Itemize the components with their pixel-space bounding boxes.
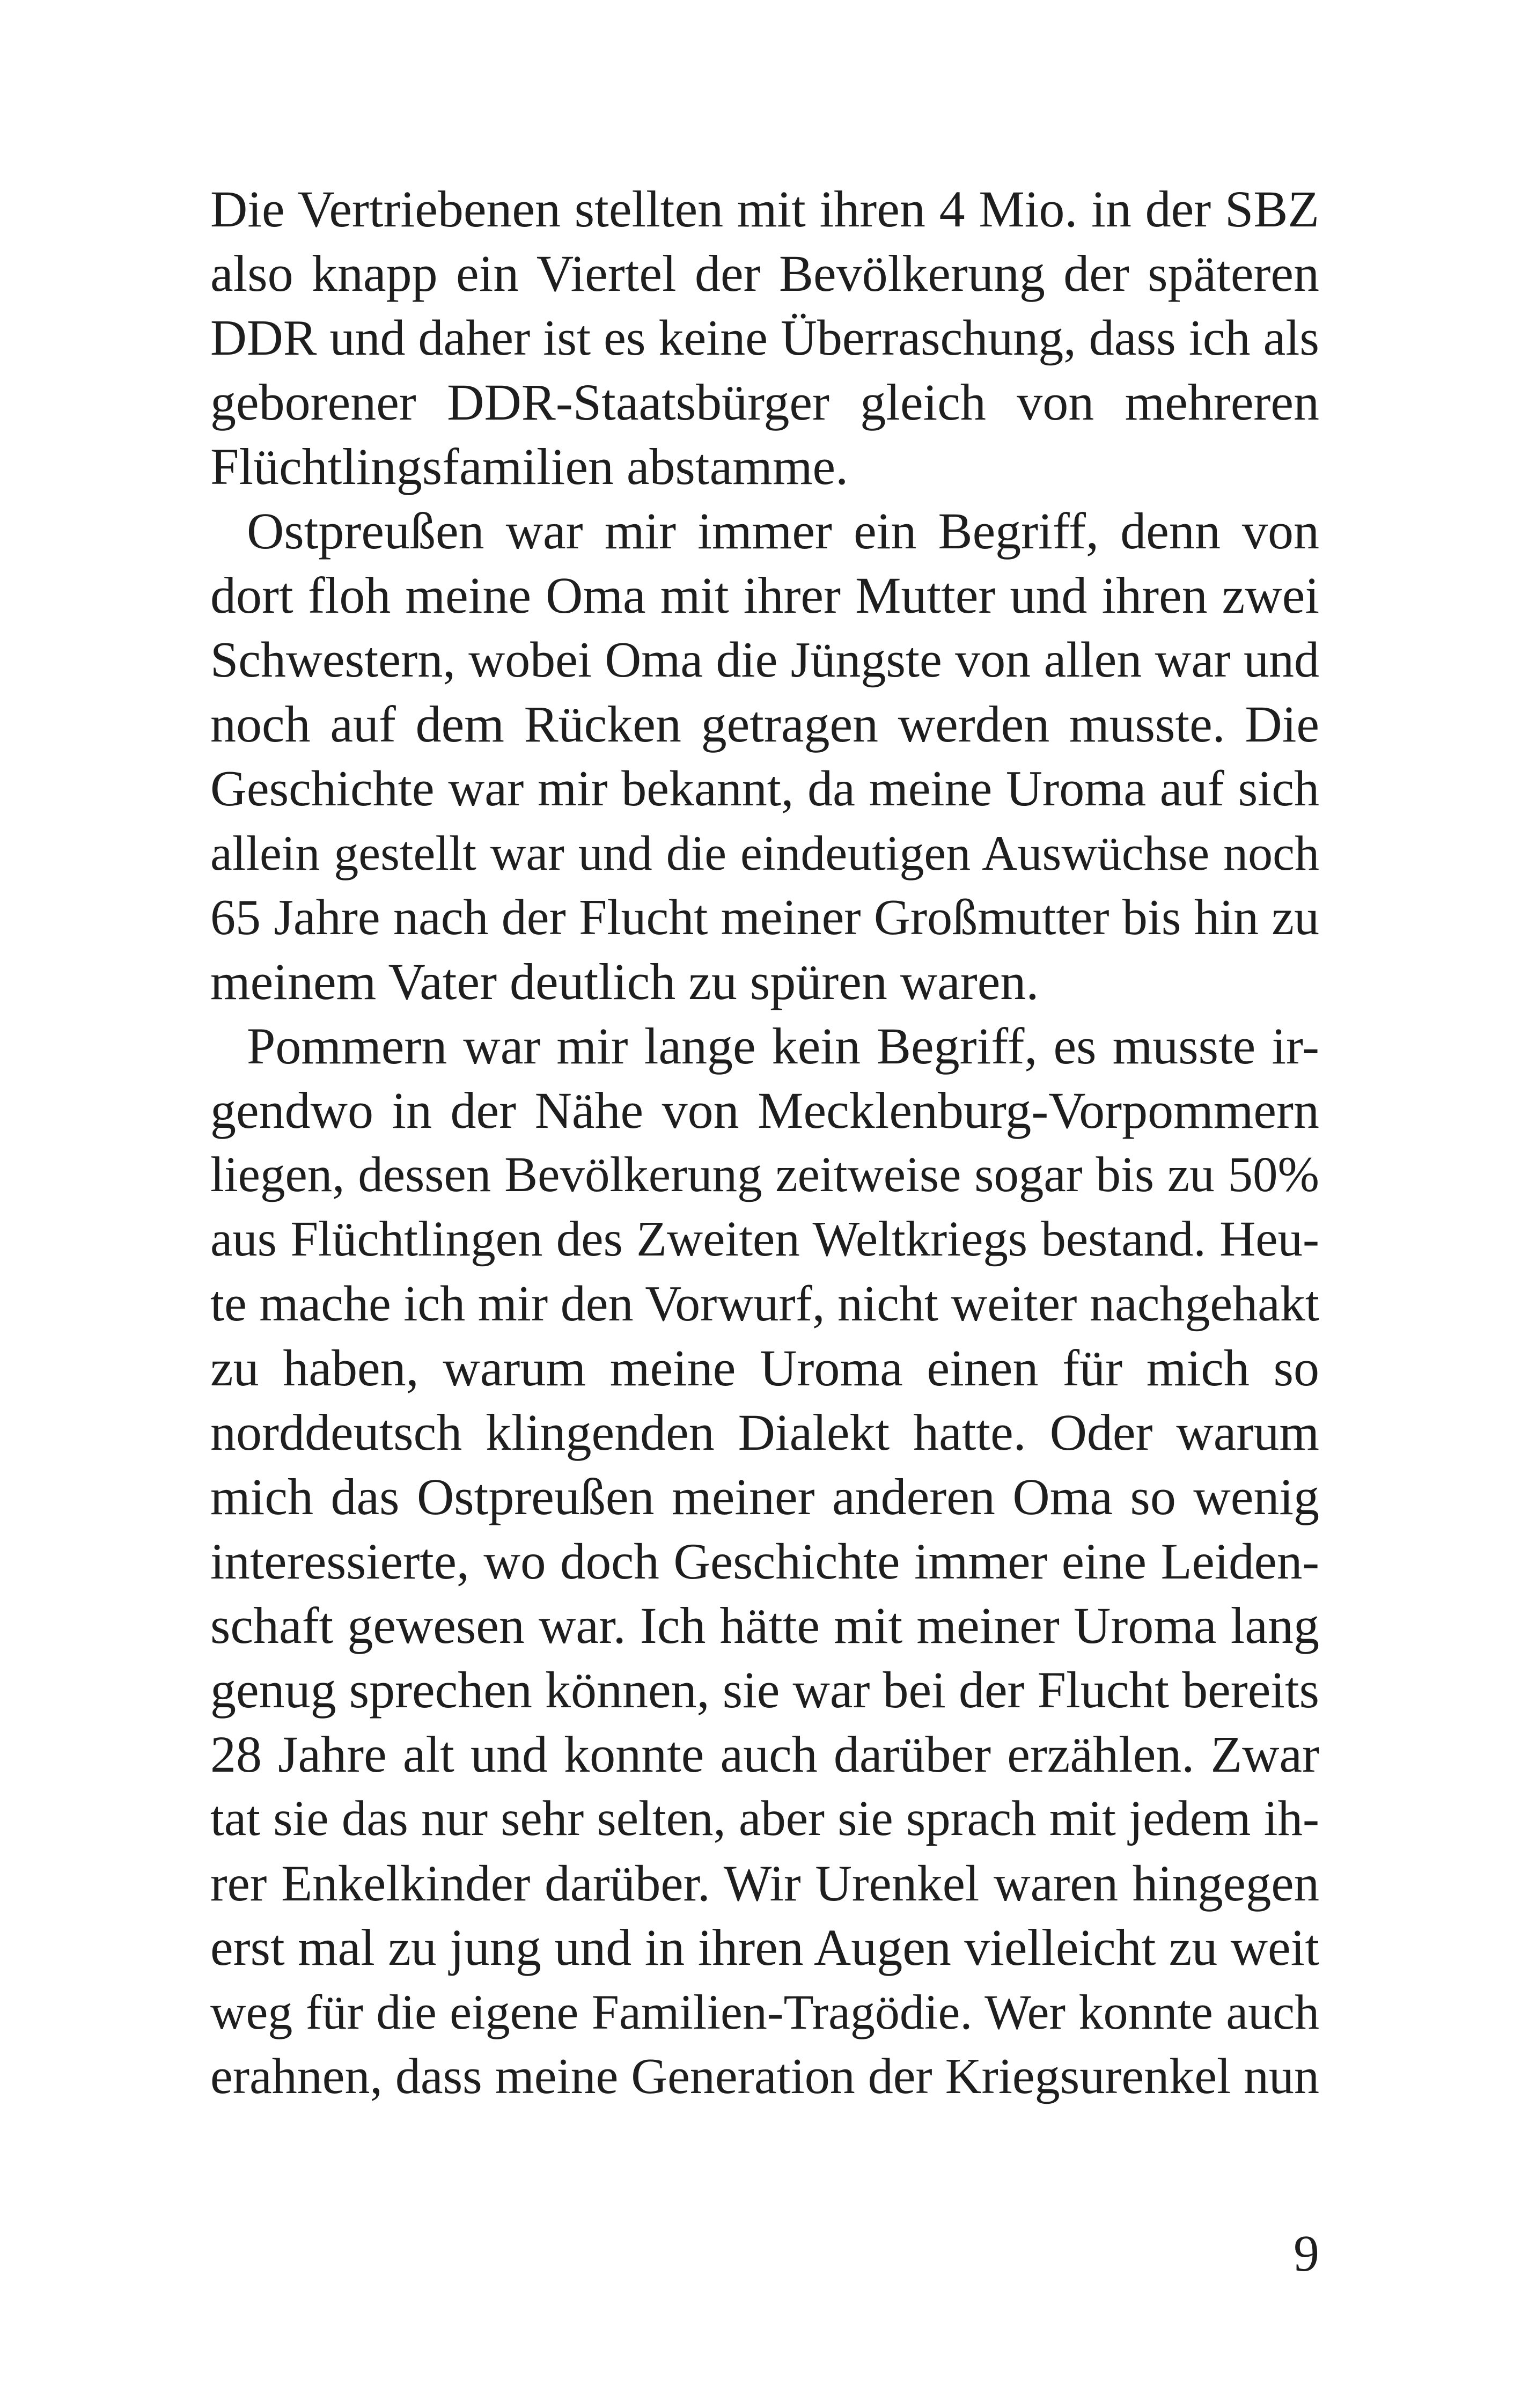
text-line: Geschichte war mir bekannt, da meine Uroma auf sich xyxy=(210,761,1319,817)
text-line: geborener DDR-Staatsbürger gleich von mehreren xyxy=(210,373,1319,431)
text-line: also knapp ein Viertel der Bevölkerung der späteren xyxy=(210,245,1319,302)
text-line: weg für die eigene Familien-Tragödie. Wer konnte auch xyxy=(210,1985,1319,2039)
text-line: genug sprechen können, sie war bei der Flucht bereits xyxy=(210,1661,1319,1719)
text-line: Pommern war mir lange kein Begriff, es musste ir- xyxy=(247,1017,1319,1075)
text-line: DDR und daher ist es keine Überraschung, dass ich als xyxy=(210,310,1319,366)
text-line: Die Vertriebenen stellten mit ihren 4 Mio. in der SBZ xyxy=(210,180,1319,238)
text-line: Flüchtlingsfamilien abstamme. xyxy=(210,438,849,495)
text-line: 65 Jahre nach der Flucht meiner Großmutter bis hin zu xyxy=(210,890,1319,945)
text-line: erst mal zu jung und in ihren Augen vielleicht zu weit xyxy=(210,1919,1319,1976)
paragraph-3 xyxy=(210,1014,1319,2109)
text-line: dort floh meine Oma mit ihrer Mutter und ihren zwei xyxy=(210,567,1319,624)
text-line: tat sie das nur sehr selten, aber sie sprach mit jedem ih- xyxy=(210,1791,1319,1846)
text-line: mich das Ostpreußen meiner anderen Oma so wenig xyxy=(210,1468,1319,1525)
text-line: liegen, dessen Bevölkerung zeitweise sogar bis zu 50% xyxy=(210,1147,1319,1202)
text-line: schaft gewesen war. Ich hätte mit meiner Uroma lang xyxy=(210,1597,1319,1654)
text-line: meinem Vater deutlich zu spüren waren. xyxy=(210,953,1039,1010)
text-line: zu haben, warum meine Uroma einen für mich so xyxy=(210,1339,1319,1397)
text-line: norddeutsch klingenden Dialekt hatte. Oder warum xyxy=(210,1404,1319,1461)
text-line: te mache ich mir den Vorwurf, nicht weiter nachgehakt xyxy=(210,1276,1319,1332)
text-line: 28 Jahre alt und konnte auch darüber erzählen. Zwar xyxy=(210,1726,1319,1783)
text-line: aus Flüchtlingen des Zweiten Weltkriegs bestand. Heu- xyxy=(210,1212,1319,1267)
body-text xyxy=(210,177,1319,2109)
text-line: Ostpreußen war mir immer ein Begriff, denn von xyxy=(247,502,1319,560)
paragraph-2 xyxy=(210,499,1319,1014)
text-line: interessierte, wo doch Geschichte immer eine Leiden- xyxy=(210,1533,1319,1590)
text-line: gendwo in der Nähe von Mecklenburg-Vorpommern xyxy=(210,1082,1319,1139)
text-line: allein gestellt war und die eindeutigen Auswüchse noch xyxy=(210,826,1319,880)
text-line: Schwestern, wobei Oma die Jüngste von allen war und xyxy=(210,632,1319,688)
page-number: 9 xyxy=(1294,2225,1319,2282)
text-line: rer Enkelkinder darüber. Wir Urenkel waren hingegen xyxy=(210,1855,1319,1912)
text-line: erahnen, dass meine Generation der Kriegsurenkel nun xyxy=(210,2049,1319,2104)
text-line: noch auf dem Rücken getragen werden musste. Die xyxy=(210,695,1319,753)
paragraph-1 xyxy=(210,177,1319,499)
